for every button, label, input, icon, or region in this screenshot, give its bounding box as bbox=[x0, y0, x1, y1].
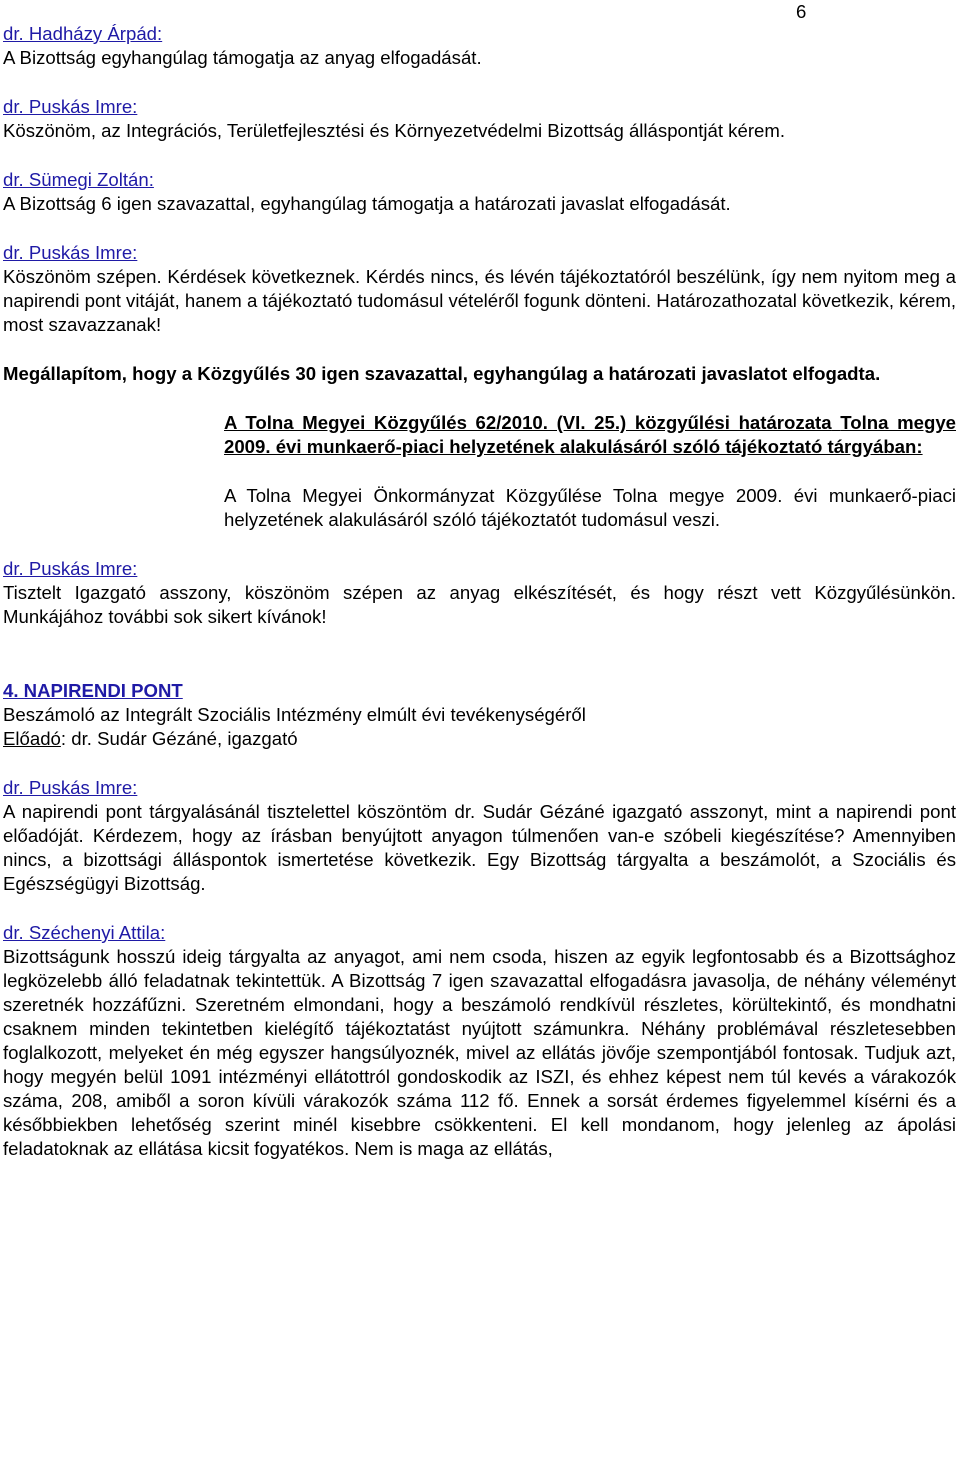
speaker-block-1 bbox=[3, 22, 956, 70]
speaker-name: dr. Puskás Imre: bbox=[3, 558, 138, 579]
speaker-name: dr. Puskás Imre: bbox=[3, 96, 138, 117]
speaker-text: A napirendi pont tárgyalásánál tisztelettel köszöntöm dr. Sudár Gézáné igazgató asszonyt, mint a napirendi pont előadóját. Kérdezem, hogy az írásban benyújtott anyagon túlmenően van-e szóbeli kiegészítése? Amennyiben nincs, a bizottsági álláspontok ismertetése következik. Egy Bizottság tárgyalta a beszámolót, a Szociális és Egészségügyi Bizottság. bbox=[3, 801, 956, 894]
speaker-block-5 bbox=[3, 557, 956, 629]
page-number: 6 bbox=[796, 1, 807, 22]
agenda-title: Beszámoló az Integrált Szociális Intézmény elmúlt évi tevékenységéről bbox=[3, 704, 586, 725]
agenda-number: 4. NAPIRENDI PONT bbox=[3, 680, 183, 701]
speaker-block-2 bbox=[3, 95, 956, 143]
resolution-title-line1: A Tolna Megyei Közgyűlés 62/2010. (VI. 25.) közgyűlési határozata bbox=[224, 412, 832, 433]
speaker-name: dr. Sümegi Zoltán: bbox=[3, 169, 154, 190]
presenter bbox=[3, 727, 956, 751]
document-body bbox=[3, 22, 956, 1161]
resolution-title bbox=[224, 411, 956, 459]
presenter-value: : dr. Sudár Gézáné, igazgató bbox=[60, 728, 298, 749]
presenter-label: Előadó bbox=[3, 728, 61, 749]
speaker-text: Köszönöm szépen. Kérdések következnek. Kérdés nincs, és lévén tájékoztatóról beszélünk, így nem nyitom meg a napirendi pont vitáját, hanem a tájékoztató tudomásul vételéről fogunk dönteni. Határozathozatal következik, kérem, most szavazzanak! bbox=[3, 266, 956, 335]
agenda-item bbox=[3, 679, 956, 751]
speaker-text: Tisztelt Igazgató asszony, köszönöm szépen az anyag elkészítését, és hogy részt vett Közgyűlésünkön. Munkájához további sok sikert kívánok! bbox=[3, 582, 956, 627]
speaker-text: Köszönöm, az Integrációs, Területfejlesztési és Környezetvédelmi Bizottság álláspontját kérem. bbox=[3, 120, 786, 141]
speaker-text: A Bizottság egyhangúlag támogatja az anyag elfogadását. bbox=[3, 47, 482, 68]
vote-result: Megállapítom, hogy a Közgyűlés 30 igen szavazattal, egyhangúlag a határozati javaslatot elfogadta. bbox=[3, 363, 881, 384]
speaker-name: dr. Hadházy Árpád: bbox=[3, 23, 163, 44]
speaker-block-7 bbox=[3, 921, 956, 1161]
speaker-block-3 bbox=[3, 168, 956, 216]
resolution-title-rest: Tolna megye 2009. évi munkaerő-piaci helyzetének alakulásáról szóló tájékoztató tárgyában: bbox=[224, 412, 956, 457]
resolution-text: A Tolna Megyei Önkormányzat Közgyűlése Tolna megye 2009. évi munkaerő-piaci helyzetének alakulásáról szóló tájékoztatót tudomásul veszi. bbox=[224, 485, 956, 530]
speaker-text: Bizottságunk hosszú ideig tárgyalta az anyagot, ami nem csoda, hiszen az egyik legfontosabb és a Bizottsághoz legközelebb álló feladatnak tekintettük. A Bizottság 7 igen szavazattal elfogadásra javasolja, de néhány véleményt szeretnék hozzáfűzni. Szeretném elmondani, hogy a beszámoló rendkívül részletes, körültekintő, és mondhatni csaknem minden tekintetben kielégítő tájékoztatást nyújtott számunkra. Néhány problémával részletesebben foglalkozott, melyeket én még egyszer hangsúlyoznék, mivel az ellátás jövője szempontjából fontosak. Tudjuk azt, hogy megyén belül 1091 intézményi ellátottról gondoskodik az ISZI, és ehhez képest nem túl kevés a várakozók száma, 208, amiből a soron kívüli várakozók száma 112 fő. Ennek a sorsát érdemes figyelemmel kísérni és a későbbiekben lehetőség szerint minél kisebbre csökkenteni. El kell mondanom, hogy jelenleg az ápolási feladatoknak az ellátása kicsit fogyatékos. Nem is maga az ellátás, bbox=[3, 946, 956, 1159]
speaker-text: A Bizottság 6 igen szavazattal, egyhangúlag támogatja a határozati javaslat elfogadását. bbox=[3, 193, 731, 214]
speaker-block-6 bbox=[3, 776, 956, 896]
speaker-name: dr. Puskás Imre: bbox=[3, 242, 138, 263]
speaker-block-4 bbox=[3, 241, 956, 337]
speaker-name: dr. Puskás Imre: bbox=[3, 777, 138, 798]
resolution bbox=[224, 411, 956, 532]
speaker-name: dr. Széchenyi Attila: bbox=[3, 922, 166, 943]
